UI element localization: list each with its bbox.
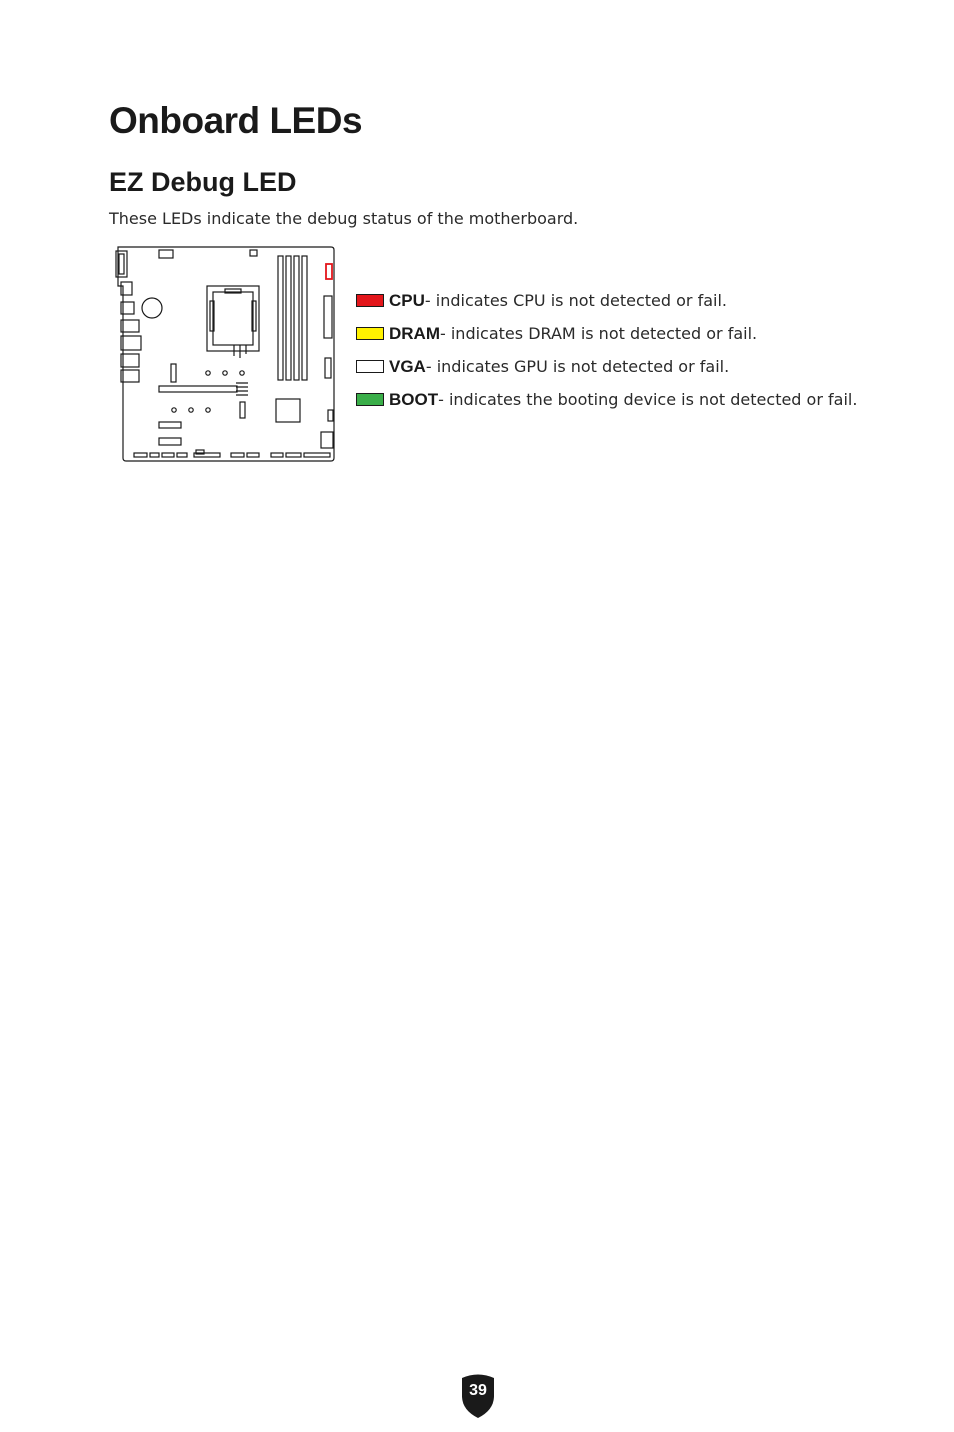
page-number: 39	[469, 1382, 487, 1399]
led-label-vga: VGA	[389, 356, 426, 376]
led-desc-vga: - indicates GPU is not detected or fail.	[425, 357, 730, 376]
led-desc-cpu: - indicates CPU is not detected or fail.	[424, 291, 728, 310]
debug-led-highlight	[326, 264, 332, 279]
led-row-boot	[356, 383, 857, 416]
page-title: Onboard LEDs	[109, 100, 363, 141]
section-title: EZ Debug LED	[109, 167, 297, 197]
page-number-badge	[458, 1372, 498, 1420]
led-desc-boot: - indicates the booting device is not detected or fail.	[438, 390, 858, 409]
led-row-cpu	[356, 284, 857, 317]
led-legend	[356, 284, 857, 416]
led-swatch-dram	[356, 327, 384, 340]
led-label-boot: BOOT	[389, 389, 439, 409]
led-desc-dram: - indicates DRAM is not detected or fail.	[440, 324, 758, 343]
led-label-dram: DRAM	[389, 323, 440, 343]
led-swatch-vga	[356, 360, 384, 373]
intro-text: These LEDs indicate the debug status of the motherboard.	[109, 209, 579, 228]
led-row-vga	[356, 350, 857, 383]
led-row-dram	[356, 317, 857, 350]
motherboard-diagram-icon	[112, 246, 337, 464]
led-swatch-cpu	[356, 294, 384, 307]
led-label-cpu: CPU	[389, 290, 425, 310]
led-swatch-boot	[356, 393, 384, 406]
